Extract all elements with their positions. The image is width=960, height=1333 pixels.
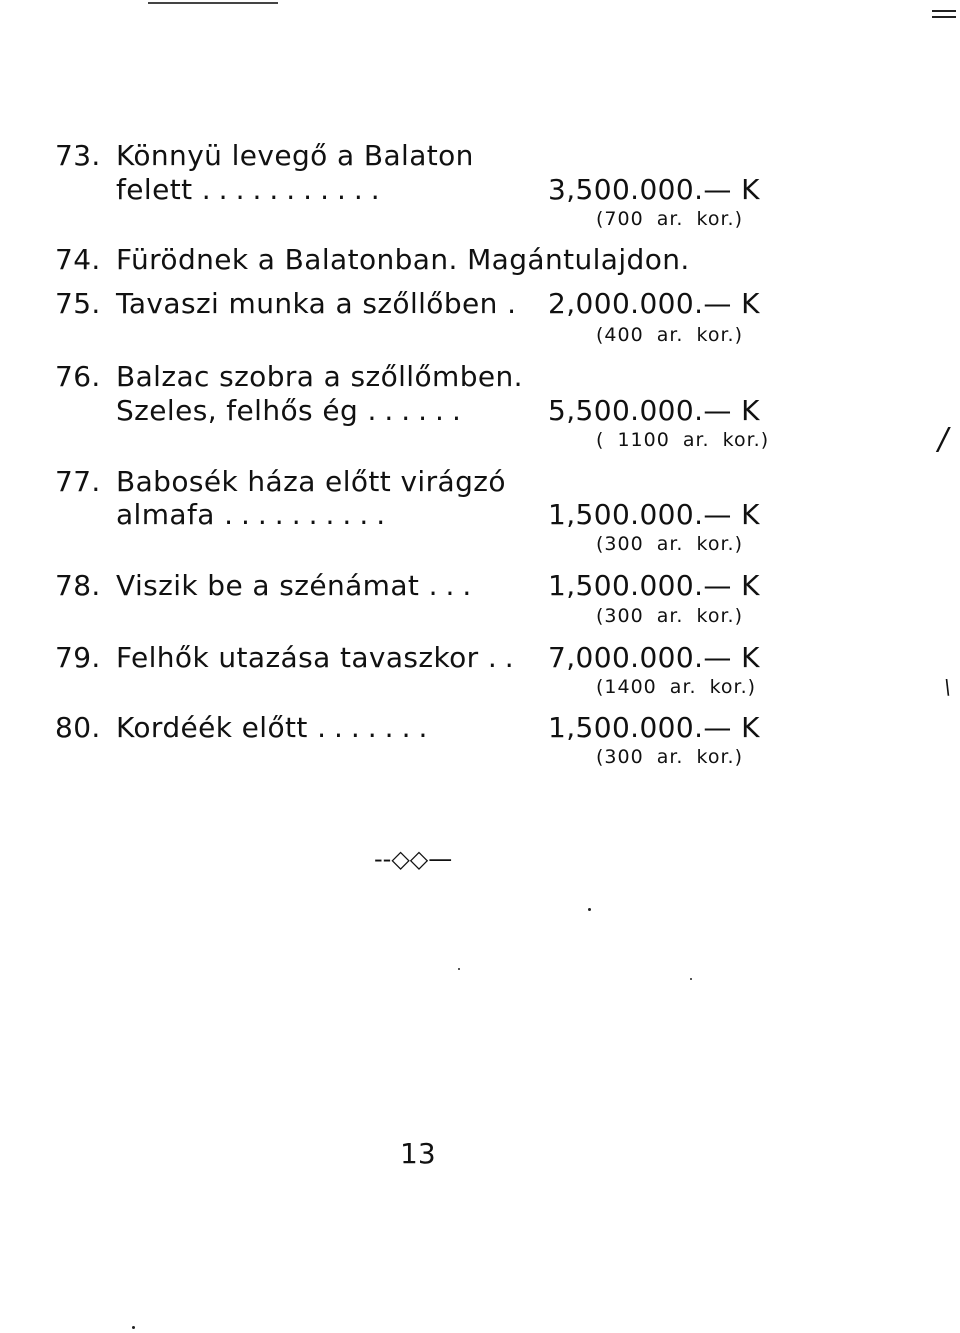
margin-bleed-mark: /	[938, 422, 949, 457]
entry-price: 1,500.000.— K	[548, 498, 760, 531]
entry-price: 2,000.000.— K	[548, 287, 760, 320]
dot-leader: ..	[487, 641, 522, 674]
entry-title-continued: Szeles, felhős ég ......	[116, 394, 469, 427]
entry-title-continued: felett ...........	[116, 173, 388, 206]
entry-note: (700 ar. kor.)	[596, 208, 743, 230]
scan-speck	[132, 1326, 135, 1329]
page-number: 13	[400, 1137, 436, 1170]
entry-title: Balzac szobra a szőllőmben.	[116, 360, 523, 393]
dot-leader: ..........	[224, 498, 394, 531]
entry-price: 1,500.000.— K	[548, 711, 760, 744]
entry-title: Felhők utazása tavaszkor ..	[116, 641, 522, 674]
entry-note: ( 1100 ar. kor.)	[596, 429, 770, 451]
entry-price: 3,500.000.— K	[548, 173, 760, 206]
entry-price: 1,500.000.— K	[548, 569, 760, 602]
entry-number: 76.	[55, 360, 101, 393]
entry-note: (300 ar. kor.)	[596, 746, 743, 768]
dot-leader: .......	[317, 711, 436, 744]
scan-speck	[690, 978, 692, 980]
section-end-ornament: --◇◇—	[374, 845, 453, 873]
entry-number: 74.	[55, 243, 101, 276]
entry-note: (300 ar. kor.)	[596, 533, 743, 555]
dot-leader: ...........	[201, 173, 388, 206]
entry-number: 80.	[55, 711, 101, 744]
entry-title: Fürödnek a Balatonban. Magántulajdon.	[116, 243, 690, 276]
scan-artifact-top-right	[932, 10, 956, 12]
entry-price: 5,500.000.— K	[548, 394, 760, 427]
scan-artifact-top-left	[148, 2, 278, 4]
entry-note: (300 ar. kor.)	[596, 605, 743, 627]
entry-number: 78.	[55, 569, 101, 602]
entry-note: (400 ar. kor.)	[596, 324, 743, 346]
entry-title: Könnyü levegő a Balaton	[116, 139, 474, 172]
dot-leader: .	[507, 287, 524, 320]
entry-note: (1400 ar. kor.)	[596, 676, 757, 698]
dot-leader: ......	[367, 394, 469, 427]
entry-number: 79.	[55, 641, 101, 674]
entry-number: 77.	[55, 465, 101, 498]
entry-title: Kordéék előtt .......	[116, 711, 436, 744]
entry-title: Tavaszi munka a szőllőben .	[116, 287, 524, 320]
entry-title: Viszik be a szénámat ...	[116, 569, 480, 602]
dot-leader: ...	[428, 569, 480, 602]
margin-bleed-mark: \	[944, 675, 951, 699]
entry-number: 73.	[55, 139, 101, 172]
scan-speck	[588, 908, 591, 911]
entry-title: Babosék háza előtt virágzó	[116, 465, 506, 498]
scan-speck	[458, 968, 460, 970]
entry-number: 75.	[55, 287, 101, 320]
scan-artifact-top-right-2	[932, 16, 956, 18]
entry-price: 7,000.000.— K	[548, 641, 760, 674]
entry-title-continued: almafa ..........	[116, 498, 394, 531]
